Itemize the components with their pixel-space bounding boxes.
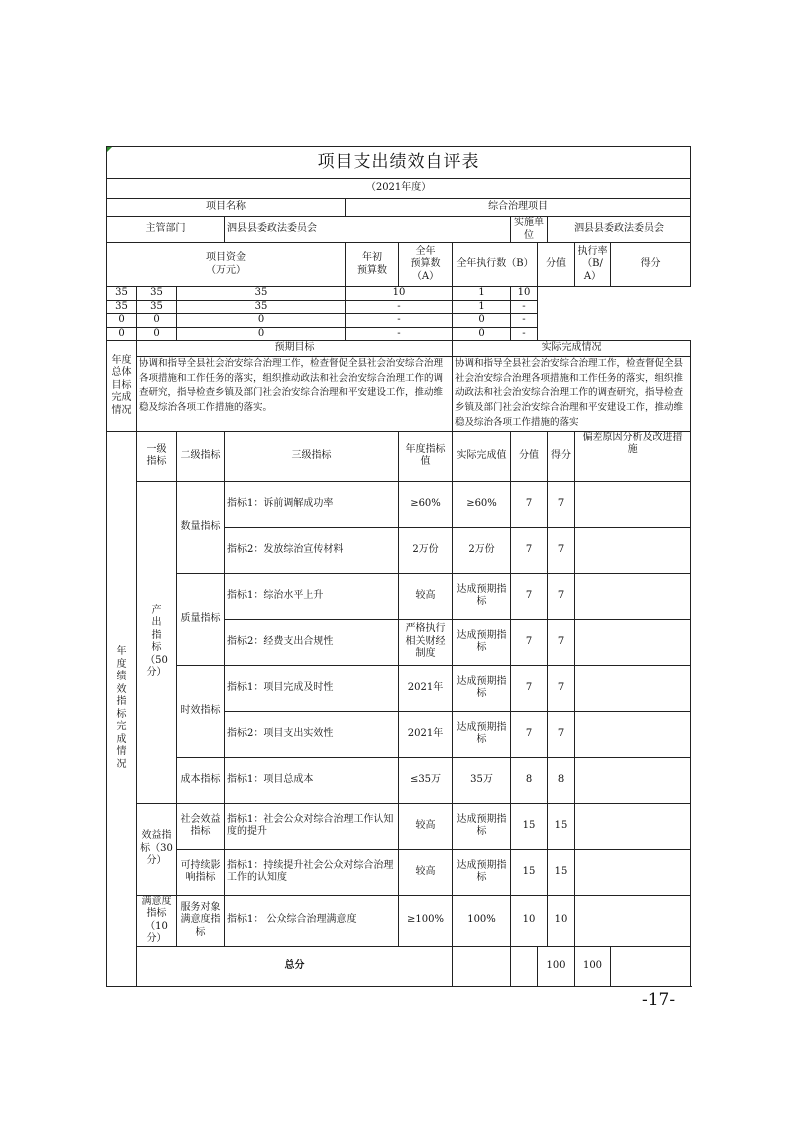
indicator-target: 2021年 (399, 665, 453, 711)
indicator-target: 2万份 (399, 527, 453, 573)
indicator-target: 严格执行相关财经制度 (399, 619, 453, 665)
indicator-target: 较高 (399, 573, 453, 619)
funds-initial: 35 (107, 287, 137, 301)
indicator-score: 7 (548, 711, 575, 757)
funds-exec: 0 (177, 327, 346, 341)
funds-value: 10 (346, 287, 453, 301)
lvl2-label: 时效指标 (177, 665, 225, 757)
indicator-score: 7 (548, 665, 575, 711)
funds-initial: 0 (107, 314, 137, 328)
indicator-name: 指标1：诉前调解成功率 (225, 481, 399, 527)
indicator-deviation (575, 573, 691, 619)
expected-header: 预期目标 (137, 341, 453, 357)
dept-value: 泗县县委政法委员会 (225, 217, 511, 243)
indicator-deviation (575, 665, 691, 711)
indicator-value: 7 (511, 527, 548, 573)
overall-label: 年度 总体 目标 完成 情况 (107, 341, 137, 432)
actual-text: 协调和指导全县社会治安综合治理工作，检查督促全县社会治安综合治理各项措施和工作任务的落实，组织推动政法和社会治安综合治理工作的调查研究，指导检查乡镇及部门社会治安综合治理和平安建设工作，推动维稳及综治各项工作措施的落实 (453, 357, 691, 432)
funds-score: - (511, 314, 538, 328)
lvl2-label: 数量指标 (177, 481, 225, 573)
expected-text: 协调和指导全县社会治安综合治理工作，检查督促全县社会治安综合治理各项措施和工作任务的落实，组织推动政法和社会治安综合治理工作的调查研究，指导检查乡镇及部门社会治安综合治理和平安建设工作，推动维稳及综治各项工作措施的落实。 (137, 357, 453, 432)
indicator-actual: ≥60% (453, 481, 511, 527)
lvl3-header: 三级指标 (225, 431, 399, 481)
budget-initial-header: 年初 预算数 (346, 243, 399, 287)
lvl1-label: 满意度 指标 （10分） (137, 895, 177, 946)
impl-unit-label: 实施单位 (511, 217, 548, 243)
indicator-target: 较高 (399, 803, 453, 849)
score-header: 得分 (611, 243, 691, 287)
indicator-value: 15 (511, 849, 548, 895)
funds-exec: 35 (177, 300, 346, 314)
funds-value: - (346, 300, 453, 314)
score-col-header: 得分 (548, 431, 575, 481)
funds-score: - (511, 327, 538, 341)
total-blank-2 (511, 946, 538, 986)
indicator-actual: 100% (453, 895, 511, 946)
score-value-header: 分值 (538, 243, 575, 287)
indicator-actual: 达成预期指标 (453, 665, 511, 711)
funds-full: 35 (137, 300, 177, 314)
indicator-actual: 达成预期指标 (453, 619, 511, 665)
indicator-score: 15 (548, 803, 575, 849)
indicator-value: 7 (511, 481, 548, 527)
indicator-score: 15 (548, 849, 575, 895)
project-name-label: 项目名称 (107, 199, 346, 217)
total-blank-1 (453, 946, 511, 986)
funds-initial: 0 (107, 327, 137, 341)
total-label: 总分 (137, 946, 453, 986)
total-value: 100 (538, 946, 575, 986)
lvl1-header: 一级 指标 (137, 431, 177, 481)
funds-exec: 0 (177, 314, 346, 328)
project-name-value: 综合治理项目 (346, 199, 691, 217)
exec-rate-header: 执行率 （B/A） (575, 243, 611, 287)
indicator-deviation (575, 619, 691, 665)
funds-full: 0 (137, 314, 177, 328)
indicator-score: 7 (548, 619, 575, 665)
indicator-value: 10 (511, 895, 548, 946)
lvl2-header: 二级指标 (177, 431, 225, 481)
indicator-deviation (575, 757, 691, 803)
indicator-target: ≥100% (399, 895, 453, 946)
value-header: 分值 (511, 431, 548, 481)
indicator-name: 指标1：持续提升社会公众对综合治理工作的认知度 (225, 849, 399, 895)
indicator-name: 指标2：项目支出实效性 (225, 711, 399, 757)
indicator-name: 指标1：社会公众对综合治理工作认知度的提升 (225, 803, 399, 849)
indicator-deviation (575, 481, 691, 527)
indicator-name: 指标2：经费支出合规性 (225, 619, 399, 665)
indicator-target: 较高 (399, 849, 453, 895)
lvl2-label: 社会效益指标 (177, 803, 225, 849)
funds-rate: 1 (453, 300, 511, 314)
indicator-actual: 达成预期指标 (453, 711, 511, 757)
perf-label: 年 度 绩 效 指 标 完 成 情 况 (107, 431, 137, 986)
indicator-value: 7 (511, 711, 548, 757)
lvl2-label: 质量指标 (177, 573, 225, 665)
indicator-value: 7 (511, 573, 548, 619)
funds-full: 0 (137, 327, 177, 341)
budget-full-header: 全年 预算数 （A） (399, 243, 453, 287)
funds-value: - (346, 327, 453, 341)
funds-rate: 0 (453, 327, 511, 341)
indicator-name: 指标2：发放综治宣传材料 (225, 527, 399, 573)
funds-initial: 35 (107, 300, 137, 314)
indicator-deviation (575, 527, 691, 573)
indicator-actual: 35万 (453, 757, 511, 803)
table-title: 项目支出绩效自评表 (107, 147, 691, 179)
indicator-deviation (575, 711, 691, 757)
self-evaluation-table (106, 146, 691, 987)
indicator-score: 7 (548, 573, 575, 619)
deviation-header: 偏差原因分析及改进措 施 (575, 431, 691, 481)
dept-label: 主管部门 (107, 217, 225, 243)
lvl2-label: 服务对象满意度指标 (177, 895, 225, 946)
lvl2-label: 可持续影响指标 (177, 849, 225, 895)
annual-value-header: 年度指标 值 (399, 431, 453, 481)
funds-score: - (511, 300, 538, 314)
funds-full: 35 (137, 287, 177, 301)
indicator-actual: 达成预期指标 (453, 849, 511, 895)
page-number: -17- (642, 990, 676, 1010)
indicator-name: 指标1： 公众综合治理满意度 (225, 895, 399, 946)
indicator-value: 8 (511, 757, 548, 803)
indicator-target: 2021年 (399, 711, 453, 757)
total-deviation (611, 946, 691, 986)
actual-value-header: 实际完成值 (453, 431, 511, 481)
indicator-name: 指标1：项目完成及时性 (225, 665, 399, 711)
indicator-target: ≤35万 (399, 757, 453, 803)
indicator-actual: 达成预期指标 (453, 573, 511, 619)
exec-header: 全年执行数（B） (453, 243, 538, 287)
indicator-deviation (575, 803, 691, 849)
funds-rate: 0 (453, 314, 511, 328)
lvl2-label: 成本指标 (177, 757, 225, 803)
impl-unit-value: 泗县县委政法委员会 (548, 217, 691, 243)
indicator-score: 8 (548, 757, 575, 803)
indicator-score: 7 (548, 527, 575, 573)
indicator-deviation (575, 849, 691, 895)
lvl1-label: 产 出 指 标 （50分） (137, 481, 177, 803)
indicator-score: 10 (548, 895, 575, 946)
funds-value: - (346, 314, 453, 328)
lvl1-label: 效益指 标（30 分） (137, 803, 177, 895)
indicator-value: 7 (511, 665, 548, 711)
indicator-deviation (575, 895, 691, 946)
year-label: （2021年度） (107, 179, 691, 199)
indicator-score: 7 (548, 481, 575, 527)
funds-exec: 35 (177, 287, 346, 301)
indicator-actual: 达成预期指标 (453, 803, 511, 849)
indicator-actual: 2万份 (453, 527, 511, 573)
indicator-target: ≥60% (399, 481, 453, 527)
indicator-name: 指标1：项目总成本 (225, 757, 399, 803)
indicator-value: 7 (511, 619, 548, 665)
indicator-value: 15 (511, 803, 548, 849)
actual-header: 实际完成情况 (453, 341, 691, 357)
funds-rate: 1 (453, 287, 511, 301)
total-score: 100 (575, 946, 611, 986)
indicator-name: 指标1：综治水平上升 (225, 573, 399, 619)
funds-label: 项目资金 （万元） (107, 243, 346, 287)
funds-score: 10 (511, 287, 538, 301)
